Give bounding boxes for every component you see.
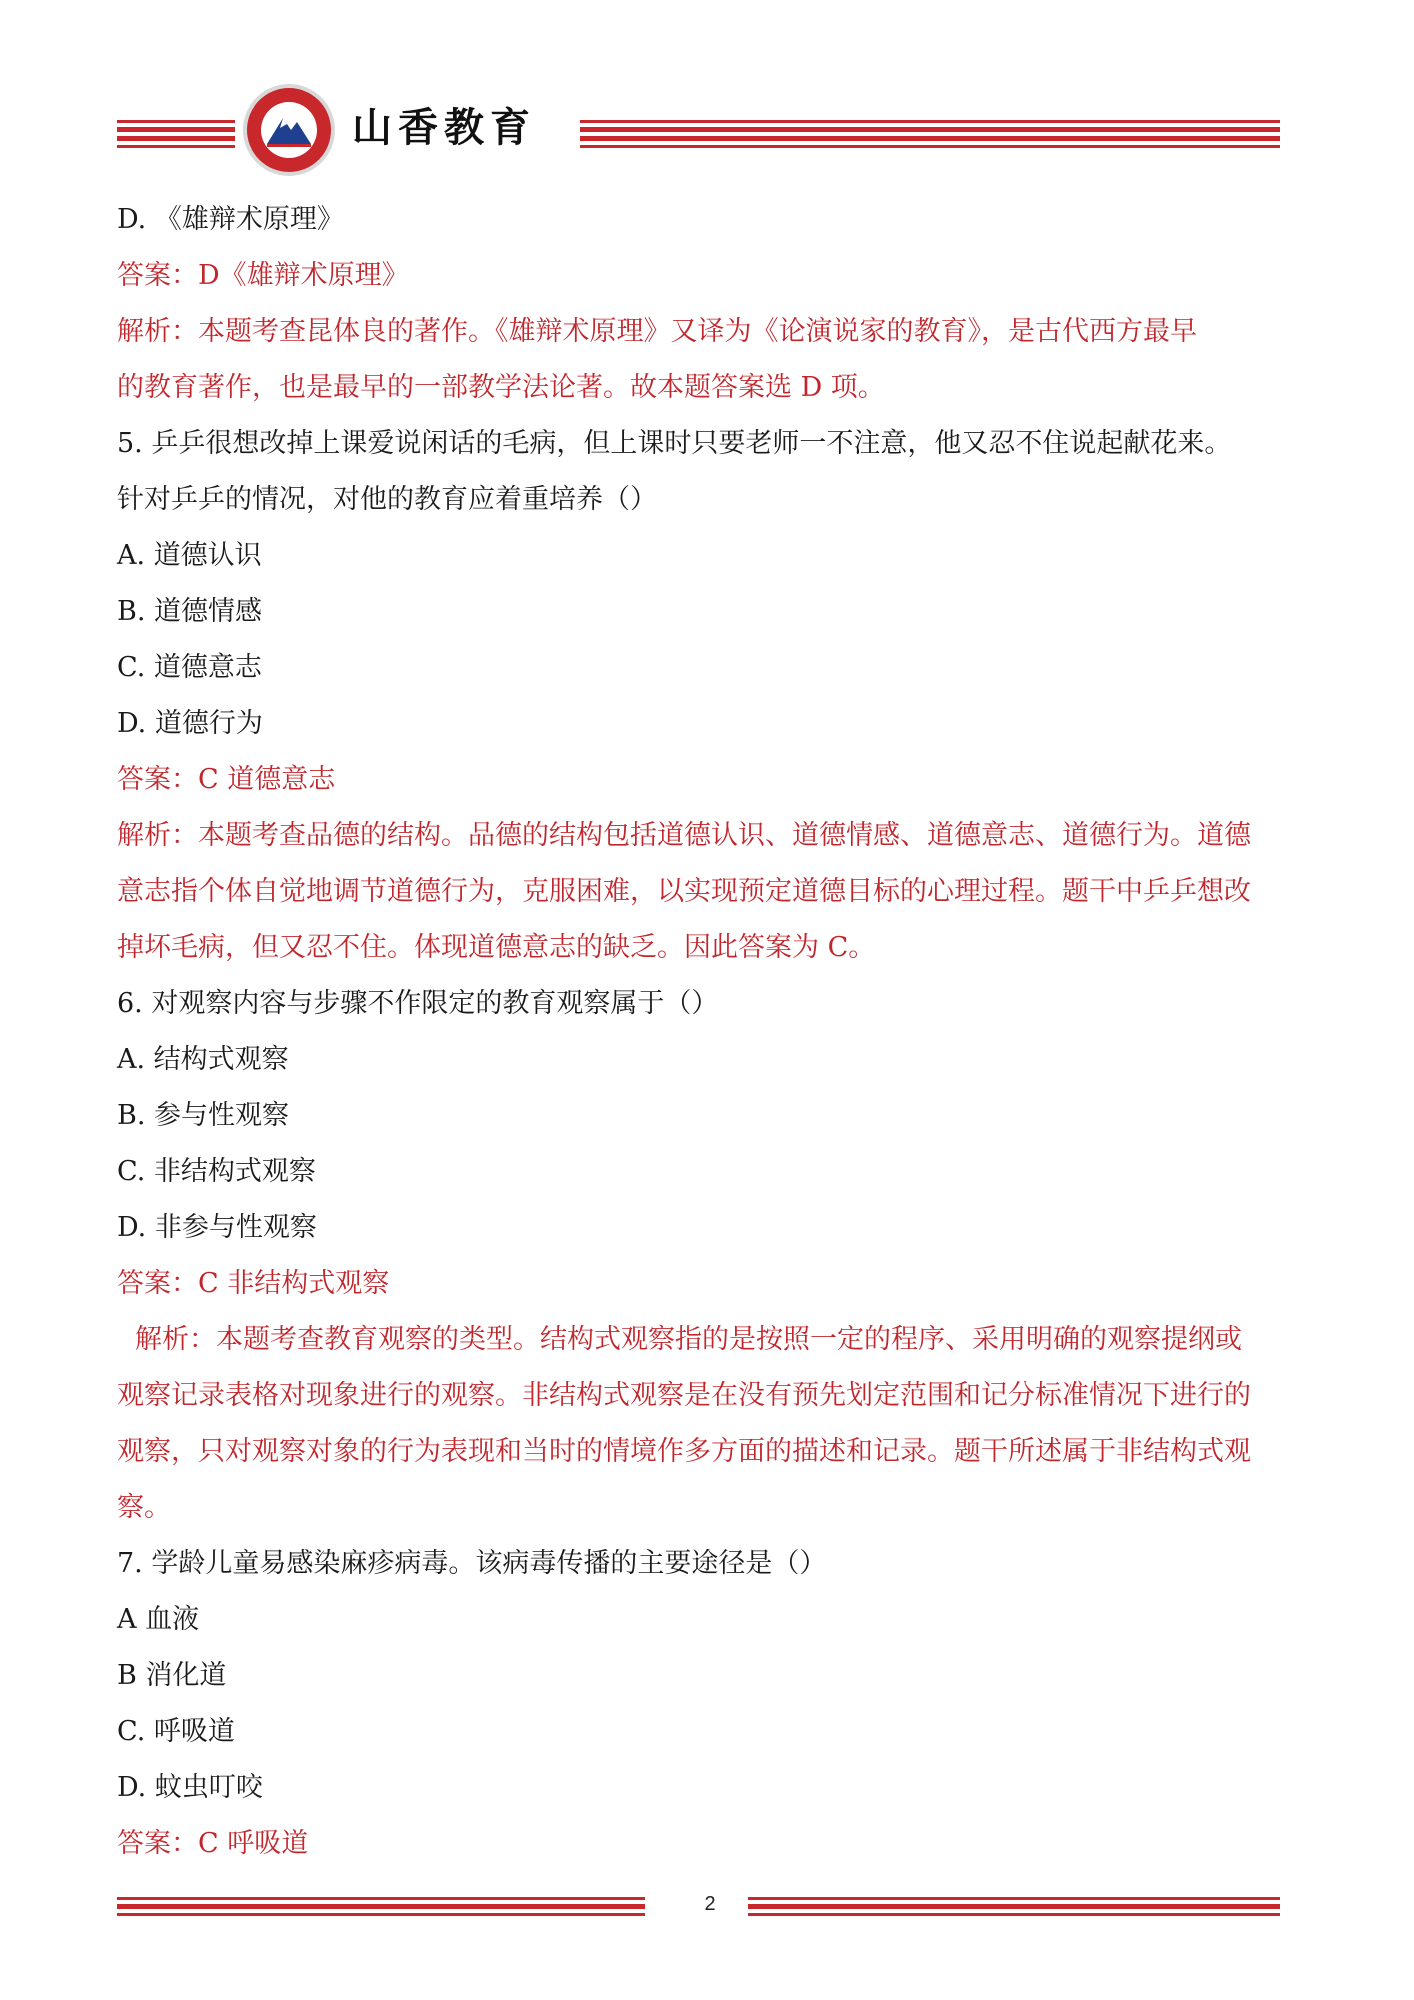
question-line: B. 参与性观察	[117, 1100, 290, 1131]
question-line: C. 非结构式观察	[117, 1156, 316, 1187]
question-line: C. 道德意志	[117, 652, 262, 683]
question-line: 7. 学龄儿童易感染麻疹病毒。该病毒传播的主要途径是（）	[117, 1548, 827, 1579]
answer-line: 答案：C 道德意志	[117, 764, 336, 795]
header-stripes-right	[580, 120, 1280, 152]
question-line: 针对乒乒的情况，对他的教育应着重培养（）	[117, 484, 657, 515]
brand-logo	[243, 84, 335, 176]
answer-line: 的教育著作，也是最早的一部教学法论著。故本题答案选 D 项。	[117, 372, 885, 403]
question-line: D. 《雄辩术原理》	[117, 204, 344, 235]
answer-line: 观察记录表格对现象进行的观察。非结构式观察是在没有预先划定范围和记分标准情况下进行的	[117, 1380, 1251, 1411]
answer-line: 答案：C 呼吸道	[117, 1828, 309, 1859]
footer-stripes-right	[748, 1897, 1280, 1920]
answer-line: 解析：本题考查教育观察的类型。结构式观察指的是按照一定的程序、采用明确的观察提纲或	[135, 1324, 1242, 1355]
footer-stripes-left	[117, 1897, 645, 1920]
answer-line: 察。	[117, 1492, 171, 1523]
question-line: D. 道德行为	[117, 708, 263, 739]
answer-line: 解析：本题考查昆体良的著作。《雄辩术原理》又译为《论演说家的教育》，是古代西方最早	[117, 316, 1197, 347]
answer-line: 意志指个体自觉地调节道德行为，克服困难，以实现预定道德目标的心理过程。题干中乒乒想改	[117, 876, 1251, 907]
page-number: 2	[704, 1893, 716, 1915]
question-line: A. 道德认识	[117, 540, 262, 571]
question-line: 5. 乒乒很想改掉上课爱说闲话的毛病，但上课时只要老师一不注意，他又忍不住说起献花来。	[117, 428, 1232, 459]
document-body	[117, 192, 1307, 1872]
answer-line: 答案：D《雄辩术原理》	[117, 260, 409, 291]
question-line: D. 非参与性观察	[117, 1212, 317, 1243]
mountain-icon	[247, 88, 331, 172]
header-stripes-left	[117, 120, 235, 152]
question-line: B. 道德情感	[117, 596, 263, 627]
brand-name: 山香教育	[352, 105, 536, 151]
answer-line: 答案：C 非结构式观察	[117, 1268, 390, 1299]
answer-line: 掉坏毛病，但又忍不住。体现道德意志的缺乏。因此答案为 C。	[117, 932, 876, 963]
question-line: D. 蚊虫叮咬	[117, 1772, 263, 1803]
question-line: B 消化道	[117, 1660, 227, 1691]
question-line: A 血液	[117, 1604, 200, 1635]
question-line: A. 结构式观察	[117, 1044, 289, 1075]
answer-line: 观察，只对观察对象的行为表现和当时的情境作多方面的描述和记录。题干所述属于非结构式观	[117, 1436, 1251, 1467]
question-line: C. 呼吸道	[117, 1716, 235, 1747]
answer-line: 解析：本题考查品德的结构。品德的结构包括道德认识、道德情感、道德意志、道德行为。道德	[117, 820, 1251, 851]
question-line: 6. 对观察内容与步骤不作限定的教育观察属于（）	[117, 988, 719, 1019]
